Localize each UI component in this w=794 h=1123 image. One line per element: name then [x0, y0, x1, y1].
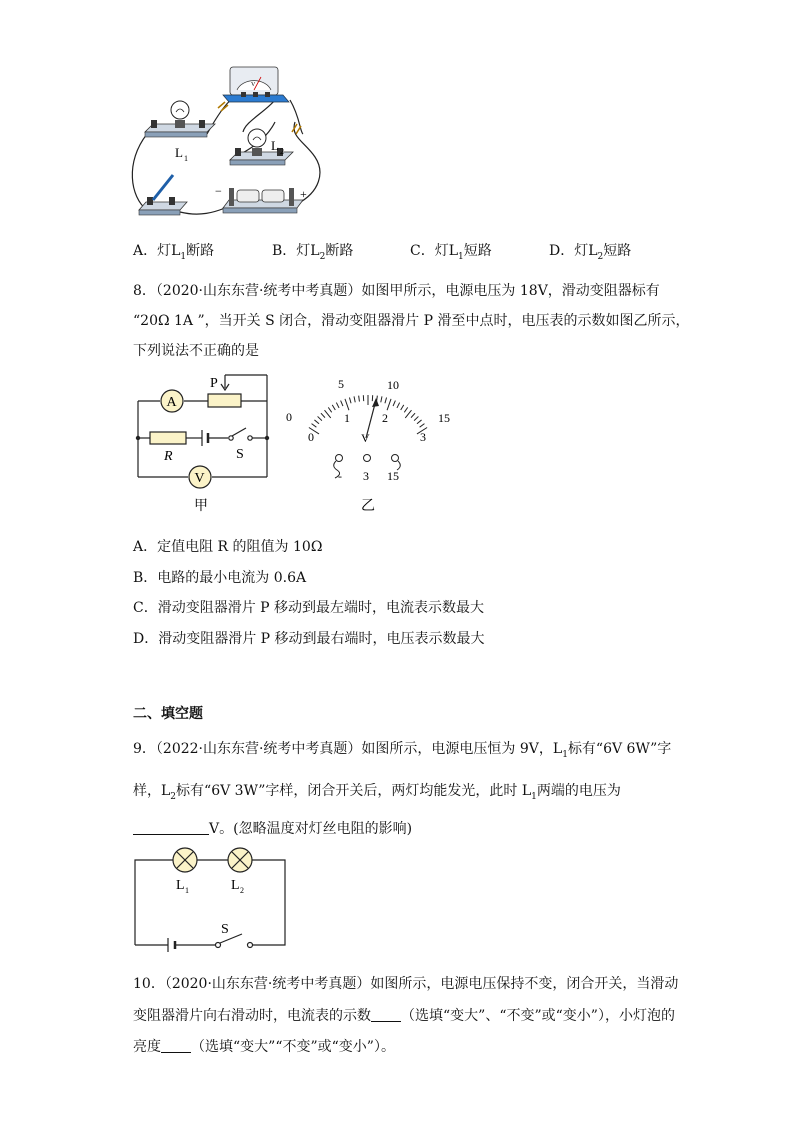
dial-tick	[354, 396, 355, 402]
dial-tick	[401, 405, 404, 410]
dial-tick	[328, 407, 331, 412]
q7-lamp2-label: L	[271, 138, 279, 153]
q8-stem-line3: 下列说法不正确的是	[133, 343, 259, 359]
q8-slider-label: P	[210, 376, 218, 391]
q8-ammeter-label: A	[166, 395, 177, 410]
dial-tick	[411, 413, 415, 417]
q9-stem-line3: V。(忽略温度对灯丝电阻的影响)	[133, 818, 412, 838]
dial-tick	[321, 413, 325, 417]
q8-circuit-jia	[128, 370, 273, 518]
dial-tick	[345, 399, 349, 410]
dial-tick	[397, 403, 400, 408]
dial-tick	[341, 401, 343, 407]
q7-voltmeter-mark: V	[251, 82, 256, 88]
q7-option-c[interactable]: C．灯$L_1$短路	[410, 243, 492, 262]
q7-lamp1-label: L	[175, 145, 183, 160]
dial-inner-tick-2: 2	[382, 411, 388, 425]
dial-tick	[381, 396, 382, 402]
q9-lamp2-sub: 2	[240, 886, 244, 895]
q7-battery-minus: −	[215, 184, 222, 198]
q9-stem-line2: 样，$L_2$标有“6V 3W”字样，闭合开关后，两灯均能发光，此时 $L_1$两端的电压为	[133, 783, 621, 802]
q9-switch-label: S	[221, 922, 229, 937]
q8-stem-line1: 8．（2020·山东东营·统考中考真题）如图甲所示，电源电压为 18V，滑动变阻器标有	[133, 283, 660, 299]
dial-tick	[417, 420, 422, 424]
dial-tick	[420, 424, 425, 428]
dial-tick	[332, 405, 335, 410]
dial-outer-tick-5: 5	[338, 377, 344, 391]
dial-tick	[414, 416, 418, 420]
q7-circuit-figure	[125, 62, 340, 222]
q8-option-b[interactable]: B．电路的最小电流为 0.6A	[133, 570, 307, 586]
q9-lamp1-label: L	[176, 878, 185, 893]
q8-resistor-label: R	[164, 449, 173, 464]
q8-voltmeter-dial	[283, 370, 463, 520]
q7-lamp2-sub: 2	[280, 147, 284, 156]
q7-battery-plus: +	[300, 187, 307, 201]
q8-caption-yi: 乙	[361, 499, 375, 514]
dial-tick	[405, 410, 411, 418]
q10-stem-line2: 变阻器滑片向右滑动时，电流表的示数 （选填“变大”、“不变”或“变小”），小灯泡的	[133, 1008, 675, 1024]
dial-terminal-minus: -	[338, 469, 342, 483]
dial-tick	[336, 403, 339, 408]
q7-option-b[interactable]: B．灯$L_2$断路	[272, 243, 354, 262]
dial-unit: V	[361, 431, 370, 445]
q9-answer-blank[interactable]	[133, 820, 209, 835]
dial-inner-tick-0: 0	[308, 430, 314, 444]
dial-tick	[312, 424, 317, 428]
q8-caption-jia: 甲	[194, 499, 208, 514]
dial-terminal-15: 15	[387, 469, 399, 483]
dial-tick	[318, 416, 322, 420]
q8-switch-label: S	[236, 447, 244, 462]
q9-lamp1-sub: 1	[185, 886, 189, 895]
q8-option-d[interactable]: D．滑动变阻器滑片 P 移动到最右端时，电压表示数最大	[133, 631, 485, 647]
dial-inner-tick-3: 3	[420, 430, 426, 444]
dial-outer-tick-10: 10	[387, 378, 399, 392]
q8-stem-line2: “20Ω 1A ”，当开关 S 闭合，滑动变阻器滑片 P 滑至中点时，电压表的示数如图乙所示，	[133, 313, 690, 329]
q10-answer-blank-2[interactable]	[161, 1038, 191, 1053]
q8-voltmeter-label: V	[194, 471, 205, 486]
q8-option-a[interactable]: A．定值电阻 R 的阻值为 10Ω	[133, 539, 323, 555]
q9-lamp2-label: L	[231, 878, 240, 893]
q7-option-d[interactable]: D．灯$L_2$短路	[549, 243, 632, 262]
section-heading-fill-in: 二、填空题	[133, 706, 203, 722]
dial-tick	[387, 399, 391, 410]
q10-answer-blank-1[interactable]	[371, 1007, 401, 1022]
q7-option-a[interactable]: A．灯$L_1$断路	[133, 243, 215, 262]
dial-tick	[385, 398, 387, 404]
q9-stem-line1: 9．（2022·山东东营·统考中考真题）如图所示，电源电压恒为 9V，$L_1$标有“6V 6W”字	[133, 741, 672, 760]
q7-lamp1-sub: 1	[184, 154, 188, 163]
dial-tick	[359, 396, 360, 402]
q8-option-c[interactable]: C．滑动变阻器滑片 P 移动到最左端时，电流表示数最大	[133, 600, 485, 616]
dial-tick	[325, 410, 331, 418]
dial-tick	[404, 407, 407, 412]
dial-outer-tick-15: 15	[438, 411, 450, 425]
dial-terminal-3: 3	[363, 469, 369, 483]
q9-circuit-figure	[130, 845, 290, 955]
dial-tick	[393, 401, 395, 407]
dial-tick	[314, 420, 319, 424]
q10-stem-line1: 10．（2020·山东东营·统考中考真题）如图所示，电源电压保持不变，闭合开关，当滑动	[133, 976, 679, 992]
dial-inner-tick-1: 1	[344, 411, 350, 425]
q10-stem-line3: 亮度 （选填“变大”“不变”或“变小”）。	[133, 1039, 395, 1055]
dial-tick	[349, 398, 351, 404]
dial-outer-tick-0: 0	[286, 410, 292, 424]
